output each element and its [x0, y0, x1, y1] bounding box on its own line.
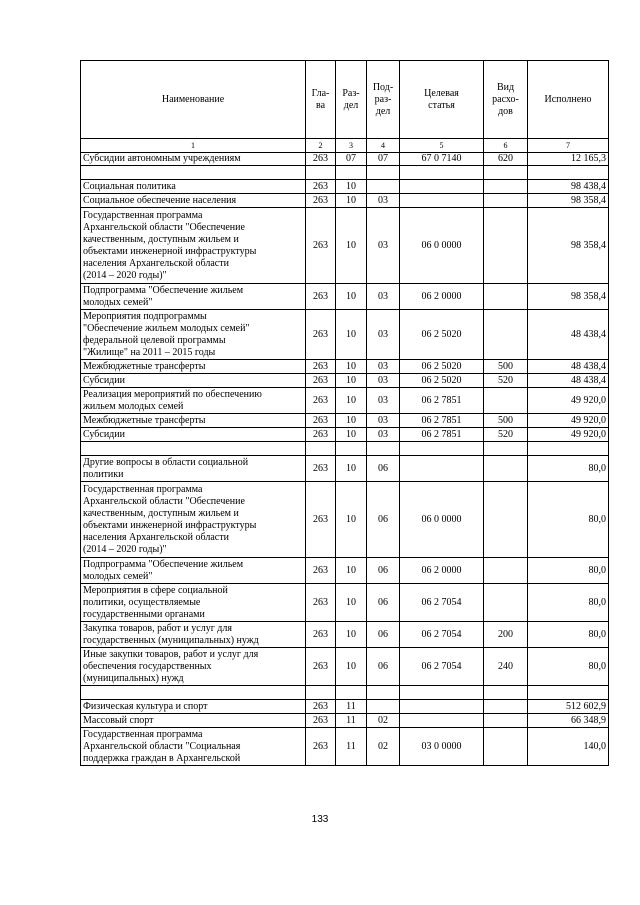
row-value-cell: 49 920,0 — [528, 388, 609, 414]
column-number-cell: 1 — [81, 139, 306, 153]
row-value-cell — [367, 180, 400, 194]
row-value-cell — [400, 700, 484, 714]
row-value-cell: 80,0 — [528, 622, 609, 648]
header-cell: Исполнено — [528, 61, 609, 139]
row-value-cell — [484, 310, 528, 360]
row-value-cell: 263 — [306, 728, 336, 766]
header-cell: Целевая статья — [400, 61, 484, 139]
row-value-cell: 80,0 — [528, 482, 609, 558]
row-value-cell: 10 — [336, 208, 367, 284]
row-value-cell: 06 2 7054 — [400, 584, 484, 622]
row-value-cell — [367, 442, 400, 456]
table-row — [81, 284, 609, 310]
row-value-cell: 03 — [367, 194, 400, 208]
row-value-cell — [400, 456, 484, 482]
row-value-cell — [336, 166, 367, 180]
row-value-cell: 49 920,0 — [528, 414, 609, 428]
row-name-cell: Другие вопросы в области социальной политики — [81, 456, 306, 482]
row-value-cell: 49 920,0 — [528, 428, 609, 442]
row-value-cell: 98 438,4 — [528, 180, 609, 194]
row-value-cell: 06 — [367, 648, 400, 686]
row-value-cell: 10 — [336, 414, 367, 428]
row-name-cell: Межбюджетные трансферты — [81, 360, 306, 374]
row-value-cell: 10 — [336, 558, 367, 584]
row-value-cell: 11 — [336, 700, 367, 714]
row-value-cell — [400, 442, 484, 456]
row-value-cell — [367, 166, 400, 180]
row-value-cell: 03 — [367, 414, 400, 428]
row-value-cell: 263 — [306, 194, 336, 208]
row-value-cell — [400, 180, 484, 194]
row-value-cell: 67 0 7140 — [400, 153, 484, 166]
table-row — [81, 310, 609, 360]
row-value-cell: 48 438,4 — [528, 374, 609, 388]
table-row — [81, 374, 609, 388]
row-value-cell — [484, 482, 528, 558]
header-cell: Вид расхо- дов — [484, 61, 528, 139]
row-name-cell: Государственная программа Архангельской области "Обеспечение качественным, доступным жильем и объектами инженерной инфраструктуры населения Архангельской области (2014 – 2020 годы)" — [81, 482, 306, 558]
row-name-cell — [81, 442, 306, 456]
row-name-cell: Субсидии — [81, 374, 306, 388]
row-value-cell — [336, 686, 367, 700]
row-value-cell: 02 — [367, 728, 400, 766]
row-value-cell — [484, 166, 528, 180]
row-value-cell — [367, 700, 400, 714]
row-name-cell: Мероприятия в сфере социальной политики, осуществляемые государственными органами — [81, 584, 306, 622]
column-number-cell: 6 — [484, 139, 528, 153]
row-value-cell: 520 — [484, 428, 528, 442]
row-value-cell: 03 — [367, 208, 400, 284]
row-value-cell: 10 — [336, 622, 367, 648]
table-row — [81, 180, 609, 194]
row-value-cell: 263 — [306, 180, 336, 194]
row-name-cell: Подпрограмма "Обеспечение жильем молодых семей" — [81, 284, 306, 310]
row-value-cell: 06 0 0000 — [400, 208, 484, 284]
table-row — [81, 360, 609, 374]
row-name-cell: Массовый спорт — [81, 714, 306, 728]
row-name-cell: Субсидии автономным учреждениям — [81, 153, 306, 166]
row-value-cell — [484, 686, 528, 700]
row-value-cell — [400, 166, 484, 180]
row-value-cell: 140,0 — [528, 728, 609, 766]
row-value-cell — [528, 442, 609, 456]
row-value-cell: 80,0 — [528, 584, 609, 622]
row-value-cell — [484, 700, 528, 714]
row-value-cell: 06 2 5020 — [400, 310, 484, 360]
row-value-cell: 263 — [306, 456, 336, 482]
row-name-cell: Мероприятия подпрограммы "Обеспечение жильем молодых семей" федеральной целевой программы "Жилище" на 2011 – 2015 годы — [81, 310, 306, 360]
row-value-cell: 02 — [367, 714, 400, 728]
row-name-cell: Государственная программа Архангельской области "Обеспечение качественным, доступным жильем и объектами инженерной инфраструктуры населения Архангельской области (2014 – 2020 годы)" — [81, 208, 306, 284]
row-value-cell: 98 358,4 — [528, 284, 609, 310]
row-name-cell: Социальная политика — [81, 180, 306, 194]
row-value-cell: 06 — [367, 584, 400, 622]
row-value-cell: 263 — [306, 310, 336, 360]
column-number-cell: 3 — [336, 139, 367, 153]
spacer-row — [81, 686, 609, 700]
row-value-cell: 06 2 0000 — [400, 284, 484, 310]
row-value-cell: 10 — [336, 310, 367, 360]
row-value-cell: 263 — [306, 700, 336, 714]
table-row — [81, 648, 609, 686]
row-value-cell — [367, 686, 400, 700]
row-value-cell: 80,0 — [528, 558, 609, 584]
table-row — [81, 388, 609, 414]
row-value-cell: 10 — [336, 584, 367, 622]
table-row — [81, 153, 609, 166]
row-value-cell: 11 — [336, 728, 367, 766]
table-row — [81, 714, 609, 728]
row-value-cell: 620 — [484, 153, 528, 166]
row-value-cell: 520 — [484, 374, 528, 388]
table-row — [81, 456, 609, 482]
row-value-cell: 03 — [367, 360, 400, 374]
row-value-cell: 07 — [367, 153, 400, 166]
row-value-cell: 11 — [336, 714, 367, 728]
row-value-cell: 07 — [336, 153, 367, 166]
column-number-row — [81, 139, 609, 153]
table-row — [81, 584, 609, 622]
row-value-cell: 512 602,9 — [528, 700, 609, 714]
row-value-cell: 263 — [306, 648, 336, 686]
table-row — [81, 208, 609, 284]
row-value-cell — [400, 714, 484, 728]
row-name-cell: Подпрограмма "Обеспечение жильем молодых семей" — [81, 558, 306, 584]
row-value-cell: 03 — [367, 388, 400, 414]
column-number-cell: 5 — [400, 139, 484, 153]
header-cell: Наименование — [81, 61, 306, 139]
row-value-cell — [484, 388, 528, 414]
header-cell: Под- раз- дел — [367, 61, 400, 139]
row-value-cell — [306, 442, 336, 456]
row-value-cell: 10 — [336, 482, 367, 558]
row-value-cell: 263 — [306, 374, 336, 388]
row-name-cell: Государственная программа Архангельской области "Социальная поддержка граждан в Архангельской — [81, 728, 306, 766]
row-value-cell — [484, 284, 528, 310]
table-row — [81, 700, 609, 714]
row-value-cell — [484, 456, 528, 482]
row-value-cell: 06 — [367, 558, 400, 584]
row-value-cell — [528, 686, 609, 700]
row-value-cell: 66 348,9 — [528, 714, 609, 728]
row-value-cell: 03 — [367, 284, 400, 310]
row-value-cell — [400, 686, 484, 700]
column-number-cell: 7 — [528, 139, 609, 153]
row-value-cell: 10 — [336, 374, 367, 388]
header-row — [81, 61, 609, 139]
row-value-cell: 10 — [336, 284, 367, 310]
page-number: 133 — [311, 814, 329, 825]
row-value-cell: 06 2 7054 — [400, 648, 484, 686]
table-row — [81, 194, 609, 208]
row-value-cell: 03 — [367, 310, 400, 360]
column-number-cell: 4 — [367, 139, 400, 153]
row-value-cell: 263 — [306, 428, 336, 442]
row-name-cell: Иные закупки товаров, работ и услуг для обеспечения государственных (муниципальных) нужд — [81, 648, 306, 686]
row-value-cell: 500 — [484, 360, 528, 374]
row-value-cell — [484, 714, 528, 728]
row-value-cell: 03 — [367, 428, 400, 442]
row-value-cell — [484, 584, 528, 622]
spacer-row — [81, 442, 609, 456]
row-value-cell: 06 2 7851 — [400, 428, 484, 442]
table-row — [81, 558, 609, 584]
row-value-cell: 263 — [306, 622, 336, 648]
header-cell: Раз- дел — [336, 61, 367, 139]
row-value-cell: 500 — [484, 414, 528, 428]
row-value-cell — [484, 558, 528, 584]
row-value-cell: 10 — [336, 388, 367, 414]
header-cell: Гла- ва — [306, 61, 336, 139]
row-value-cell: 10 — [336, 456, 367, 482]
row-value-cell: 06 2 0000 — [400, 558, 484, 584]
row-value-cell: 263 — [306, 360, 336, 374]
row-value-cell: 48 438,4 — [528, 310, 609, 360]
row-value-cell — [484, 208, 528, 284]
row-value-cell: 06 2 7054 — [400, 622, 484, 648]
row-value-cell: 12 165,3 — [528, 153, 609, 166]
row-name-cell: Физическая культура и спорт — [81, 700, 306, 714]
row-value-cell — [484, 728, 528, 766]
row-name-cell: Социальное обеспечение населения — [81, 194, 306, 208]
row-value-cell: 98 358,4 — [528, 194, 609, 208]
row-value-cell: 10 — [336, 428, 367, 442]
row-value-cell: 263 — [306, 284, 336, 310]
row-value-cell: 06 — [367, 456, 400, 482]
row-value-cell: 98 358,4 — [528, 208, 609, 284]
row-name-cell: Реализация мероприятий по обеспечению жильем молодых семей — [81, 388, 306, 414]
row-value-cell: 263 — [306, 208, 336, 284]
row-value-cell: 03 — [367, 374, 400, 388]
row-value-cell: 06 — [367, 622, 400, 648]
row-value-cell: 263 — [306, 388, 336, 414]
table-row — [81, 414, 609, 428]
column-number-cell: 2 — [306, 139, 336, 153]
row-value-cell: 263 — [306, 584, 336, 622]
table-body — [81, 153, 609, 766]
row-value-cell — [336, 442, 367, 456]
row-value-cell: 06 2 7851 — [400, 414, 484, 428]
row-value-cell: 10 — [336, 180, 367, 194]
table-row — [81, 622, 609, 648]
row-value-cell — [484, 194, 528, 208]
row-value-cell: 48 438,4 — [528, 360, 609, 374]
row-value-cell — [528, 166, 609, 180]
row-name-cell: Межбюджетные трансферты — [81, 414, 306, 428]
row-value-cell: 06 — [367, 482, 400, 558]
row-value-cell: 80,0 — [528, 648, 609, 686]
row-value-cell: 200 — [484, 622, 528, 648]
table-row — [81, 428, 609, 442]
spacer-row — [81, 166, 609, 180]
table-row — [81, 482, 609, 558]
row-value-cell: 03 0 0000 — [400, 728, 484, 766]
row-name-cell: Субсидии — [81, 428, 306, 442]
budget-execution-table — [80, 60, 609, 766]
row-value-cell: 80,0 — [528, 456, 609, 482]
row-value-cell: 10 — [336, 194, 367, 208]
row-value-cell: 240 — [484, 648, 528, 686]
row-value-cell: 263 — [306, 558, 336, 584]
row-value-cell: 06 0 0000 — [400, 482, 484, 558]
row-name-cell — [81, 686, 306, 700]
row-value-cell: 263 — [306, 482, 336, 558]
row-value-cell: 263 — [306, 714, 336, 728]
row-value-cell: 06 2 5020 — [400, 360, 484, 374]
row-name-cell: Закупка товаров, работ и услуг для государственных (муниципальных) нужд — [81, 622, 306, 648]
row-value-cell: 06 2 5020 — [400, 374, 484, 388]
row-value-cell — [400, 194, 484, 208]
row-value-cell — [484, 180, 528, 194]
row-name-cell — [81, 166, 306, 180]
table-row — [81, 728, 609, 766]
row-value-cell: 263 — [306, 153, 336, 166]
row-value-cell: 06 2 7851 — [400, 388, 484, 414]
row-value-cell — [306, 166, 336, 180]
row-value-cell: 10 — [336, 360, 367, 374]
row-value-cell — [306, 686, 336, 700]
row-value-cell — [484, 442, 528, 456]
row-value-cell: 263 — [306, 414, 336, 428]
row-value-cell: 10 — [336, 648, 367, 686]
